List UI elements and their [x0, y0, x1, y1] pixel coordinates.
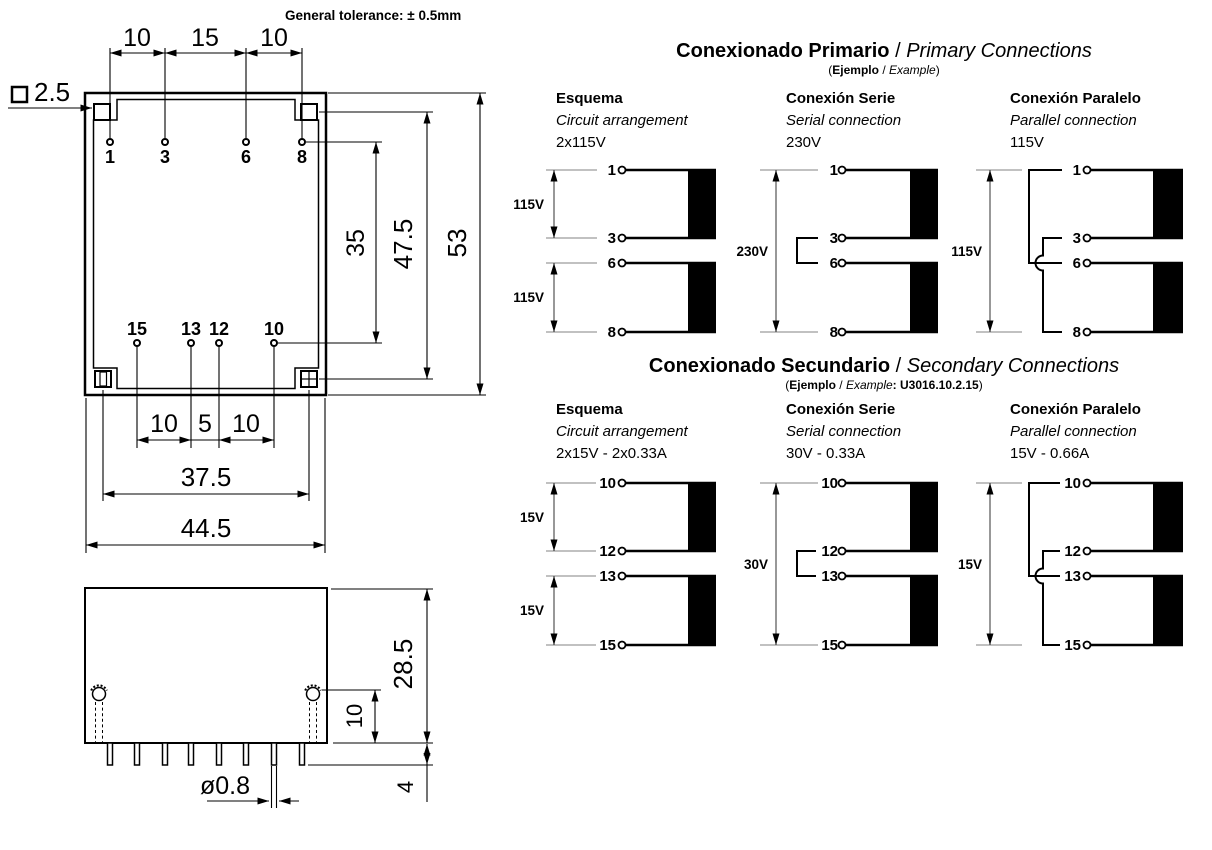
pin: [108, 743, 113, 765]
winding-symbol: [1091, 263, 1184, 332]
terminal: [1084, 329, 1091, 336]
corner-pad: [94, 104, 110, 120]
winding-symbol: [846, 263, 939, 332]
terminal: [1084, 235, 1091, 242]
dim-clip-offset: [322, 690, 381, 743]
col-title-es: Esquema: [556, 90, 623, 107]
pin: [300, 743, 305, 765]
voltage-label: 15V: [519, 603, 544, 618]
col-title-es: Esquema: [556, 401, 623, 418]
schematic-serie: [744, 475, 938, 654]
parallel-link-with-hop: [1036, 551, 1060, 645]
parallel-link: [1029, 170, 1062, 263]
pin-label: 13: [1064, 568, 1081, 585]
winding-symbol: [1091, 170, 1184, 238]
pin: [244, 743, 249, 765]
terminal: [619, 642, 626, 649]
col-title-en: Serial connection: [786, 423, 902, 440]
dim-bottom-pitch: [137, 410, 274, 440]
pin-label: 8: [1072, 324, 1081, 341]
voltage-label: 115V: [951, 244, 982, 259]
winding-symbol: [1091, 576, 1184, 645]
col-title-en: Serial connection: [786, 112, 902, 129]
terminal: [1084, 642, 1091, 649]
pin-number: 13: [180, 319, 202, 339]
pin-number: 8: [296, 147, 308, 167]
terminal: [619, 329, 626, 336]
pin-label: 3: [829, 230, 838, 247]
pin-label: 3: [607, 230, 616, 247]
pin-label: 10: [821, 475, 838, 492]
dim-pin-rows-span: [278, 142, 382, 343]
voltage-label: 115V: [513, 197, 544, 212]
schematic-esquema: [520, 475, 716, 654]
pin: [134, 340, 140, 346]
pin-label: 1: [1072, 162, 1081, 179]
dim-top-pitch: [110, 24, 302, 53]
col-title-en: Parallel connection: [1010, 112, 1137, 129]
secondary-schematics: [520, 475, 1183, 654]
terminal: [839, 235, 846, 242]
pin-label: 10: [1064, 475, 1081, 492]
column-headers: [556, 90, 1141, 151]
pin-number: 3: [159, 147, 171, 167]
pin-label: 12: [1064, 543, 1081, 560]
terminal: [1084, 480, 1091, 487]
col-title-en: Parallel connection: [1010, 423, 1137, 440]
tolerance-note: General tolerance: ± 0.5mm: [285, 8, 462, 23]
mounting-clip: [305, 685, 321, 742]
terminal: [619, 548, 626, 555]
col-value: 2x15V - 2x0.33A: [556, 445, 667, 462]
dim-pin-diameter: [200, 766, 299, 808]
pin-label: 6: [829, 255, 838, 272]
clip-head: [93, 688, 106, 701]
pin-label: 8: [829, 324, 838, 341]
side-view: [85, 588, 433, 808]
pins: [108, 743, 305, 765]
dim-value: 4: [393, 780, 418, 794]
dim-value: 28.5: [388, 638, 418, 690]
pin-number: 10: [263, 319, 285, 339]
corner-pad-detail: [100, 372, 107, 386]
case-outline: [85, 93, 326, 395]
pin: [217, 743, 222, 765]
pin-number: 6: [240, 147, 252, 167]
dim-value: ø0.8: [200, 772, 251, 800]
col-title-es: Conexión Paralelo: [1010, 90, 1141, 107]
terminal: [619, 167, 626, 174]
pin: [299, 139, 305, 145]
dim-pin-length: [308, 744, 433, 802]
pin-label: 15: [599, 637, 616, 654]
dim-value: 10: [232, 410, 260, 438]
pin: [216, 340, 222, 346]
col-value: 2x115V: [556, 134, 606, 151]
voltage-label: 230V: [736, 244, 768, 259]
col-value: 15V - 0.66A: [1010, 445, 1090, 462]
col-title-es: Conexión Paralelo: [1010, 401, 1141, 418]
col-title-es: Conexión Serie: [786, 90, 896, 107]
pin-label: 13: [599, 568, 616, 585]
terminal: [619, 573, 626, 580]
parallel-link: [1029, 483, 1060, 576]
jumper-link: [797, 551, 816, 576]
terminal: [839, 573, 846, 580]
pin-label: 15: [1064, 637, 1081, 654]
square-symbol: [12, 87, 27, 102]
terminal: [839, 642, 846, 649]
terminal: [839, 480, 846, 487]
corner-pad: [95, 371, 111, 387]
pin-label: 1: [829, 162, 838, 179]
dim-value: 47.5: [388, 218, 418, 270]
pin: [163, 743, 168, 765]
winding-symbol: [846, 170, 939, 238]
pin-label: 10: [599, 475, 616, 492]
top-view: [8, 24, 486, 553]
secondary-connections: [520, 355, 1183, 654]
dim-value: 10: [342, 703, 367, 729]
col-title-es: Conexión Serie: [786, 401, 896, 418]
col-title-en: Circuit arrangement: [556, 423, 688, 440]
pin: [107, 139, 113, 145]
terminal: [619, 260, 626, 267]
winding-symbol: [626, 263, 717, 332]
corner-pad: [301, 104, 317, 120]
case-outline: [85, 588, 327, 743]
pin-label: 13: [821, 568, 838, 585]
section-title: Conexionado Primario / Primary Connections: [676, 40, 1092, 62]
dim-value: 37.5: [180, 462, 232, 492]
pin-label: 3: [1072, 230, 1081, 247]
pin: [135, 743, 140, 765]
col-value: 115V: [1010, 134, 1044, 151]
case-inner-wall: [94, 100, 319, 389]
pin: [162, 139, 168, 145]
section-subtitle: (Ejemplo / Example: U3016.10.2.15): [785, 378, 983, 392]
section-subtitle: (Ejemplo / Example): [828, 63, 940, 77]
pin-number: 1: [104, 147, 116, 167]
clip-head: [307, 688, 320, 701]
dim-value: 10: [150, 410, 178, 438]
pin: [189, 743, 194, 765]
primary-connections: [513, 40, 1183, 341]
voltage-label: 15V: [519, 510, 544, 525]
terminal: [619, 235, 626, 242]
col-value: 30V - 0.33A: [786, 445, 866, 462]
schematic-esquema: [513, 162, 716, 341]
schematic-serie: [736, 162, 938, 341]
pin-label: 1: [607, 162, 616, 179]
pin-label: 6: [607, 255, 616, 272]
dim-value: 10: [123, 24, 151, 52]
winding-symbol: [1091, 483, 1184, 551]
terminal: [1084, 167, 1091, 174]
terminal: [839, 329, 846, 336]
mounting-clip: [91, 685, 107, 742]
pin-label: 12: [821, 543, 838, 560]
dim-value: 35: [342, 229, 370, 257]
dim-value: 15: [191, 24, 219, 52]
pad-size-callout: [8, 77, 92, 108]
pin-label: 6: [1072, 255, 1081, 272]
winding-symbol: [626, 576, 717, 645]
top-pin-row: [105, 48, 307, 167]
voltage-label: 115V: [513, 290, 544, 305]
winding-symbol: [626, 483, 717, 551]
winding-symbol: [846, 576, 939, 645]
schematic-paralelo: [951, 162, 1183, 341]
col-value: 230V: [786, 134, 822, 151]
pin-number: 15: [126, 319, 148, 339]
voltage-label: 30V: [743, 557, 768, 572]
col-title-en: Circuit arrangement: [556, 112, 688, 129]
schematic-paralelo: [958, 475, 1183, 654]
parallel-link-with-hop: [1036, 238, 1062, 332]
jumper-link: [797, 238, 818, 263]
primary-schematics: [513, 162, 1183, 341]
dim-value: 5: [198, 410, 212, 438]
terminal: [839, 260, 846, 267]
section-title: Conexionado Secundario / Secondary Connections: [648, 355, 1120, 377]
pin: [271, 340, 277, 346]
terminal: [1084, 573, 1091, 580]
pin: [243, 139, 249, 145]
dim-value: 10: [260, 24, 288, 52]
pin-label: 15: [821, 637, 838, 654]
pin-number: 12: [208, 319, 230, 339]
terminal: [1084, 548, 1091, 555]
terminal: [619, 480, 626, 487]
corner-pads: [94, 104, 317, 387]
pin: [188, 340, 194, 346]
dim-bottom-pad-span: [103, 390, 309, 501]
terminal: [1084, 260, 1091, 267]
dim-value: 44.5: [180, 513, 232, 543]
dim-value: 53: [442, 228, 472, 258]
pin: [272, 743, 277, 765]
pin-label: 12: [599, 543, 616, 560]
pad-size-label: 2.5: [34, 77, 71, 107]
column-headers: [556, 401, 1141, 462]
terminal: [839, 167, 846, 174]
terminal: [839, 548, 846, 555]
voltage-label: 15V: [957, 557, 982, 572]
winding-symbol: [626, 170, 717, 238]
pin-label: 8: [607, 324, 616, 341]
winding-symbol: [846, 483, 939, 551]
